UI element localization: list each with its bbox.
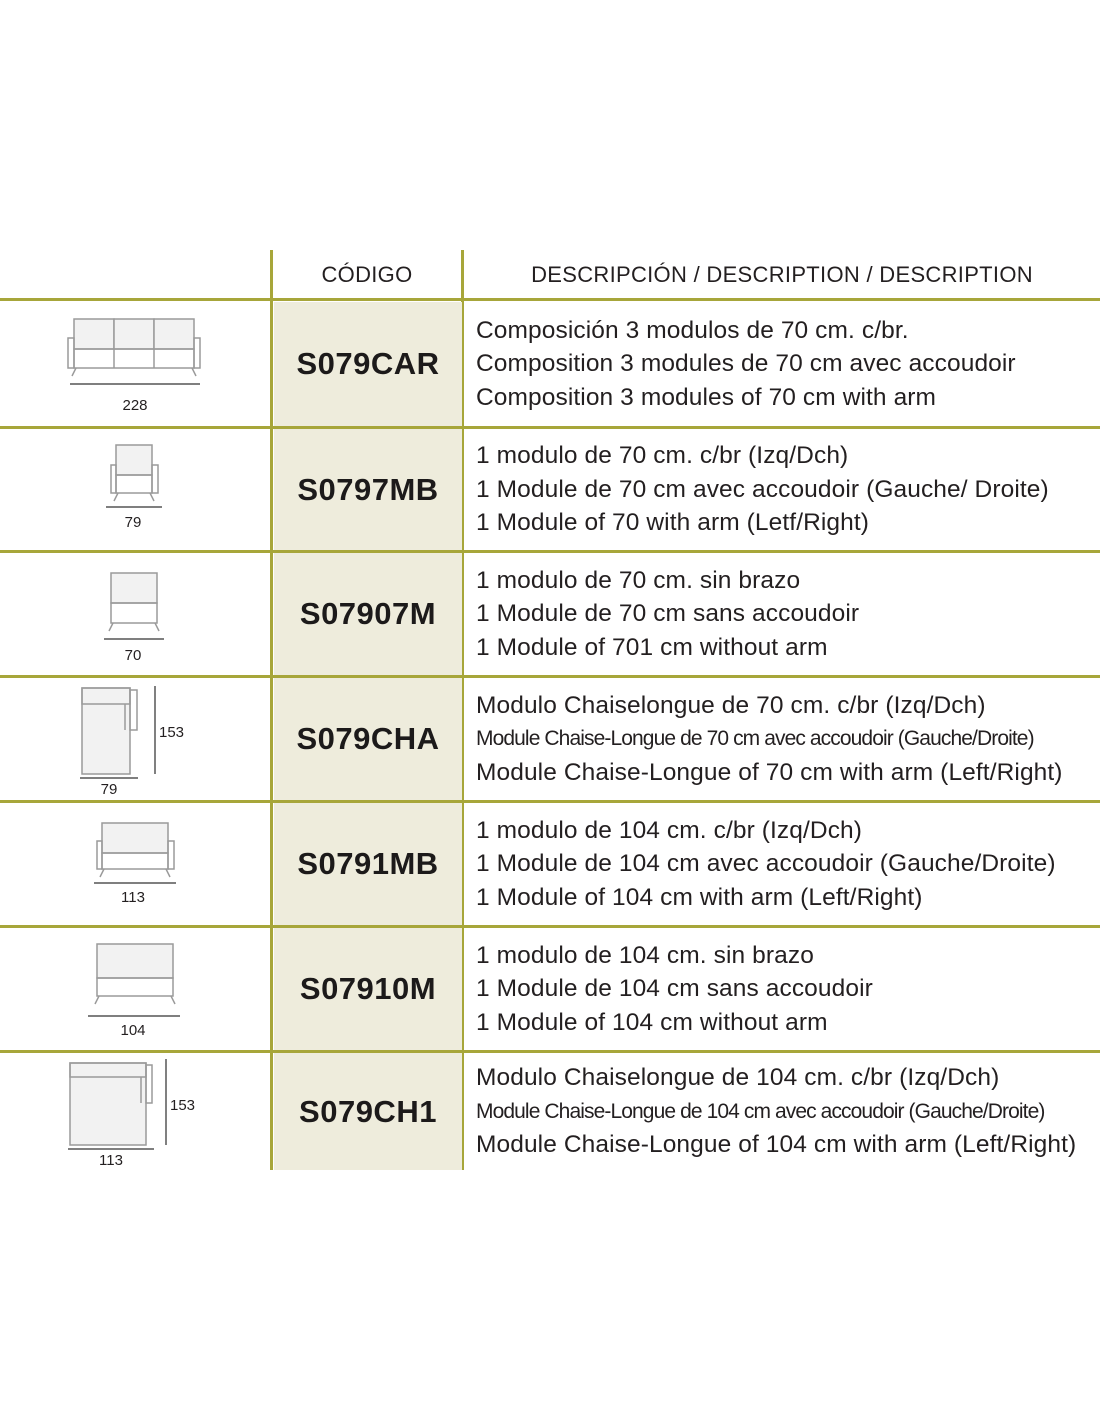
description-es: 1 modulo de 104 cm. c/br (Izq/Dch) <box>476 816 863 844</box>
description-fr: 1 Module de 70 cm sans accoudoir <box>476 600 860 628</box>
width-label: 70 <box>124 647 142 664</box>
wide-armless-module-icon <box>0 928 272 1050</box>
table-header <box>0 250 1100 298</box>
table-row <box>0 678 1100 800</box>
product-code: S07907M <box>274 553 462 675</box>
product-code: S079CH1 <box>274 1053 462 1170</box>
description <box>476 553 1100 675</box>
product-code: S079CAR <box>274 302 462 426</box>
sofa-drawing <box>0 803 272 925</box>
description-fr: Composition 3 modules de 70 cm avec accoudoir <box>476 350 1016 378</box>
description-es: Composición 3 modulos de 70 cm. c/br. <box>476 316 909 344</box>
sofa-drawing <box>0 302 272 426</box>
width-label: 104 <box>120 1022 146 1039</box>
header-rule <box>0 298 1100 301</box>
sofa-drawing <box>0 429 272 550</box>
arm-module-icon <box>0 429 272 550</box>
description <box>476 678 1100 800</box>
header-description: DESCRIPCIÓN / DESCRIPTION / DESCRIPTION <box>531 262 1033 287</box>
description-es: Modulo Chaiselongue de 70 cm. c/br (Izq/Dch) <box>476 691 986 719</box>
product-code: S079CHA <box>274 678 462 800</box>
description-en: 1 Module of 701 cm without arm <box>476 633 828 661</box>
description-es: 1 modulo de 70 cm. c/br (Izq/Dch) <box>476 442 849 470</box>
chaise-longue-icon <box>0 678 272 800</box>
table-row <box>0 429 1100 550</box>
description <box>476 429 1100 550</box>
description-en: Module Chaise-Longue of 104 cm with arm (Left/Right) <box>476 1131 1077 1159</box>
wide-chaise-longue-icon <box>0 1053 272 1170</box>
table-row <box>0 553 1100 675</box>
description-fr: 1 Module de 70 cm avec accoudoir (Gauche/ Droite) <box>476 475 1049 503</box>
product-code: S0791MB <box>274 803 462 925</box>
depth-label: 153 <box>159 724 185 741</box>
product-code: S0797MB <box>274 429 462 550</box>
description-es: 1 modulo de 104 cm. sin brazo <box>476 941 814 969</box>
three-seat-sofa-icon <box>0 302 272 426</box>
width-label: 113 <box>99 1152 123 1169</box>
description-en: Composition 3 modules of 70 cm with arm <box>476 383 937 411</box>
product-code: S07910M <box>274 928 462 1050</box>
table-row <box>0 803 1100 925</box>
description-en: Module Chaise-Longue of 70 cm with arm (Left/Right) <box>476 758 1063 786</box>
sofa-drawing <box>0 1053 272 1170</box>
armless-module-icon <box>0 553 272 675</box>
depth-label: 153 <box>170 1097 196 1114</box>
description-en: 1 Module of 104 cm with arm (Left/Right) <box>476 883 923 911</box>
table-row <box>0 928 1100 1050</box>
sofa-drawing <box>0 553 272 675</box>
description <box>476 302 1100 426</box>
header-code: CÓDIGO <box>321 262 413 287</box>
width-label: 79 <box>100 781 118 798</box>
wide-arm-module-icon <box>0 803 272 925</box>
width-label: 113 <box>121 889 145 906</box>
description-en: 1 Module of 104 cm without arm <box>476 1008 828 1036</box>
description <box>476 928 1100 1050</box>
width-label: 228 <box>122 397 148 414</box>
description-es: Modulo Chaiselongue de 104 cm. c/br (Izq/Dch) <box>476 1064 1000 1092</box>
table-row <box>0 302 1100 426</box>
sofa-drawing <box>0 928 272 1050</box>
description-en: 1 Module of 70 with arm (Letf/Right) <box>476 509 870 537</box>
description <box>476 803 1100 925</box>
description-fr: Module Chaise-Longue de 70 cm avec accoudoir (Gauche/Droite) <box>476 727 1034 751</box>
width-label: 79 <box>124 514 142 531</box>
table-row <box>0 1053 1100 1170</box>
sofa-drawing <box>0 678 272 800</box>
description <box>476 1053 1100 1170</box>
description-fr: Module Chaise-Longue de 104 cm avec accoudoir (Gauche/Droite) <box>476 1099 1045 1123</box>
description-fr: 1 Module de 104 cm sans accoudoir <box>476 975 873 1003</box>
description-es: 1 modulo de 70 cm. sin brazo <box>476 566 801 594</box>
product-table <box>0 250 1100 1169</box>
description-fr: 1 Module de 104 cm avec accoudoir (Gauche/Droite) <box>476 850 1056 878</box>
